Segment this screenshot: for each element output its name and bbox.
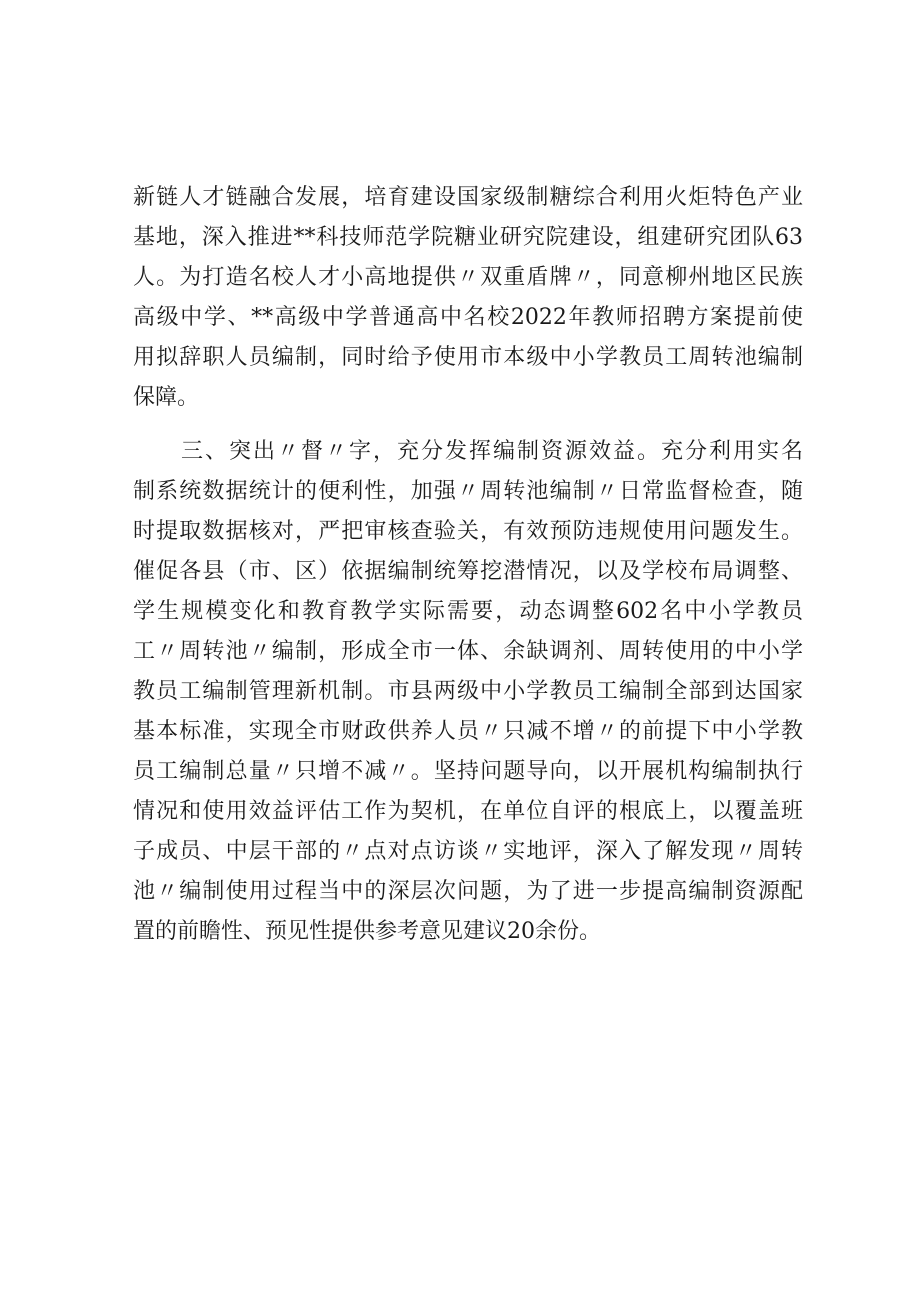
paragraph-line: 制系统数据统计的便利性，加强〃周转池编制〃日常监督检查，随 (133, 479, 803, 504)
paragraph-line: 基地，深入推进**科技师范学院糖业研究院建设，组建研究团队63 (133, 225, 803, 250)
paragraph-line: 保障。 (133, 385, 200, 410)
paragraph-line: 新链人才链融合发展，培育建设国家级制糖综合利用火炬特色产业 (133, 185, 803, 210)
paragraph-line: 置的前瞻性、预见性提供参考意见建议20余份。 (133, 919, 601, 944)
paragraph-line: 工〃周转池〃编制，形成全市一体、余缺调剂、周转使用的中小学 (133, 639, 803, 664)
paragraph-line: 催促各县（市、区）依据编制统筹挖潜情况，以及学校布局调整、 (133, 559, 803, 584)
paragraph-line: 情况和使用效益评估工作为契机，在单位自评的根底上，以覆盖班 (133, 799, 803, 824)
paragraph-line: 学生规模变化和教育教学实际需要，动态调整602名中小学教员 (133, 599, 803, 624)
paragraph-line: 教员工编制管理新机制。市县两级中小学教员工编制全部到达国家 (133, 679, 803, 704)
paragraph-line: 人。为打造名校人才小高地提供〃双重盾牌〃，同意柳州地区民族 (133, 265, 803, 290)
paragraph-line: 员工编制总量〃只增不减〃。坚持问题导向，以开展机构编制执行 (133, 759, 803, 784)
paragraph-line: 用拟辞职人员编制，同时给予使用市本级中小学教员工周转池编制 (133, 345, 803, 370)
paragraph-2 (133, 432, 803, 952)
paragraph-line: 基本标准，实现全市财政供养人员〃只减不增〃的前提下中小学教 (133, 719, 803, 744)
paragraph-line: 三、突出〃督〃字，充分发挥编制资源效益。充分利用实名 (133, 439, 803, 464)
paragraph-line: 池〃编制使用过程当中的深层次问题，为了进一步提高编制资源配 (133, 879, 803, 904)
paragraph-line: 时提取数据核对，严把审核查验关，有效预防违规使用问题发生。 (133, 519, 803, 544)
paragraph-line: 子成员、中层干部的〃点对点访谈〃实地评，深入了解发现〃周转 (133, 839, 803, 864)
paragraph-line: 高级中学、**高级中学普通高中名校2022年教师招聘方案提前使 (133, 305, 803, 330)
paragraph-1 (133, 178, 803, 418)
